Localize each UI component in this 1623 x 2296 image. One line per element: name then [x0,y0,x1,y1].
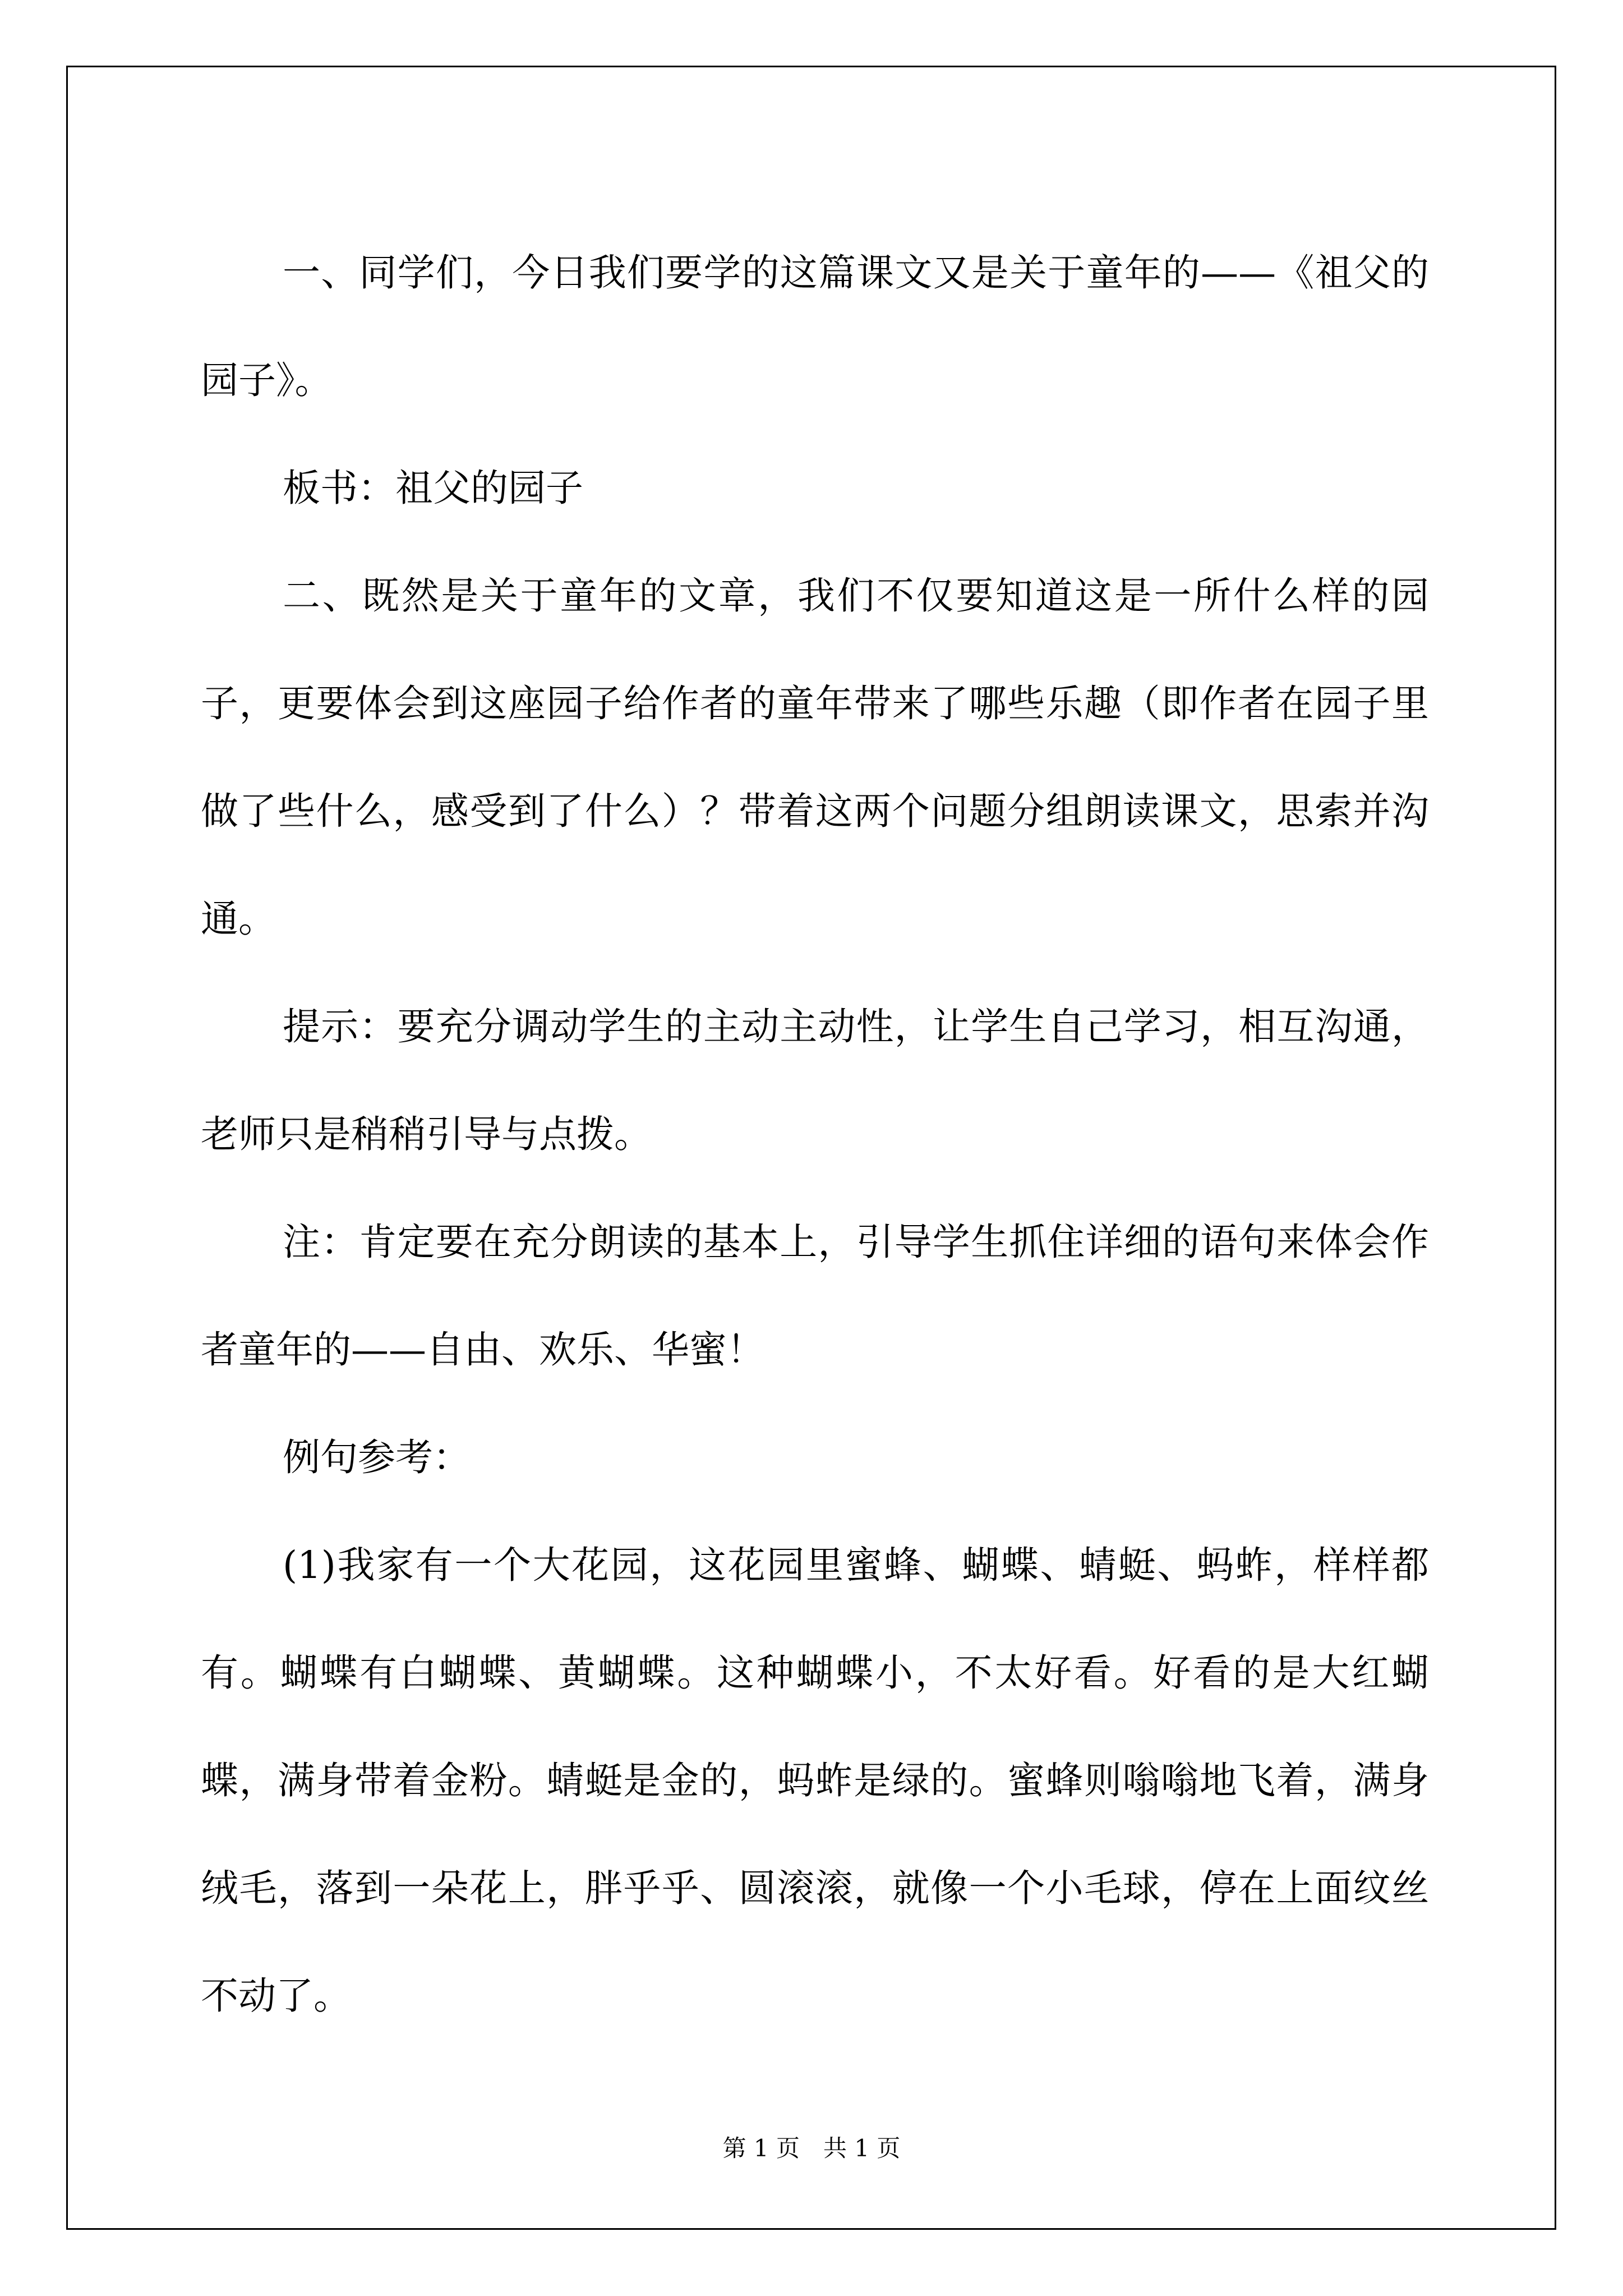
paragraph-blackboard: 板书：祖父的园子 [283,466,583,510]
document-body [201,219,1429,2050]
paragraph-example-one: (1)我家有一个大花园，这花园里蜜蜂、蝴蝶、蜻蜓、蚂蚱，样样都有。蝴蝶有白蝴蝶、黄蝴蝶。这种蝴蝶小，不太好看。好看的是大红蝴蝶，满身带着金粉。蜻蜓是金的，蚂蚱是绿的。蜜蜂则嗡嗡地飞着，满身绒毛，落到一朵花上，胖乎乎、圆滚滚，就像一个小毛球，停在上面纹丝不动了。 [201,1543,1429,2018]
paragraph-hint: 提示：要充分调动学生的主动主动性，让学生自己学习，相互沟通，老师只是稍稍引导与点拨。 [201,1005,1429,1156]
page-number: 第 1 页 [722,2134,800,2162]
page-total: 共 1 页 [823,2134,901,2162]
page-footer [0,2132,1623,2165]
paragraph-section-two: 二、既然是关于童年的文章，我们不仅要知道这是一所什么样的园子，更要体会到这座园子给作者的童年带来了哪些乐趣（即作者在园子里做了些什么，感受到了什么）？带着这两个问题分组朗读课文，思索并沟通。 [201,574,1429,941]
paragraph-note: 注：肯定要在充分朗读的基本上，引导学生抓住详细的语句来体会作者童年的——自由、欢乐、华蜜！ [201,1220,1429,1372]
paragraph-example-heading: 例句参考： [283,1435,471,1479]
paragraph-intro: 一、同学们，今日我们要学的这篇课文又是关于童年的——《祖父的园子》。 [201,251,1429,402]
